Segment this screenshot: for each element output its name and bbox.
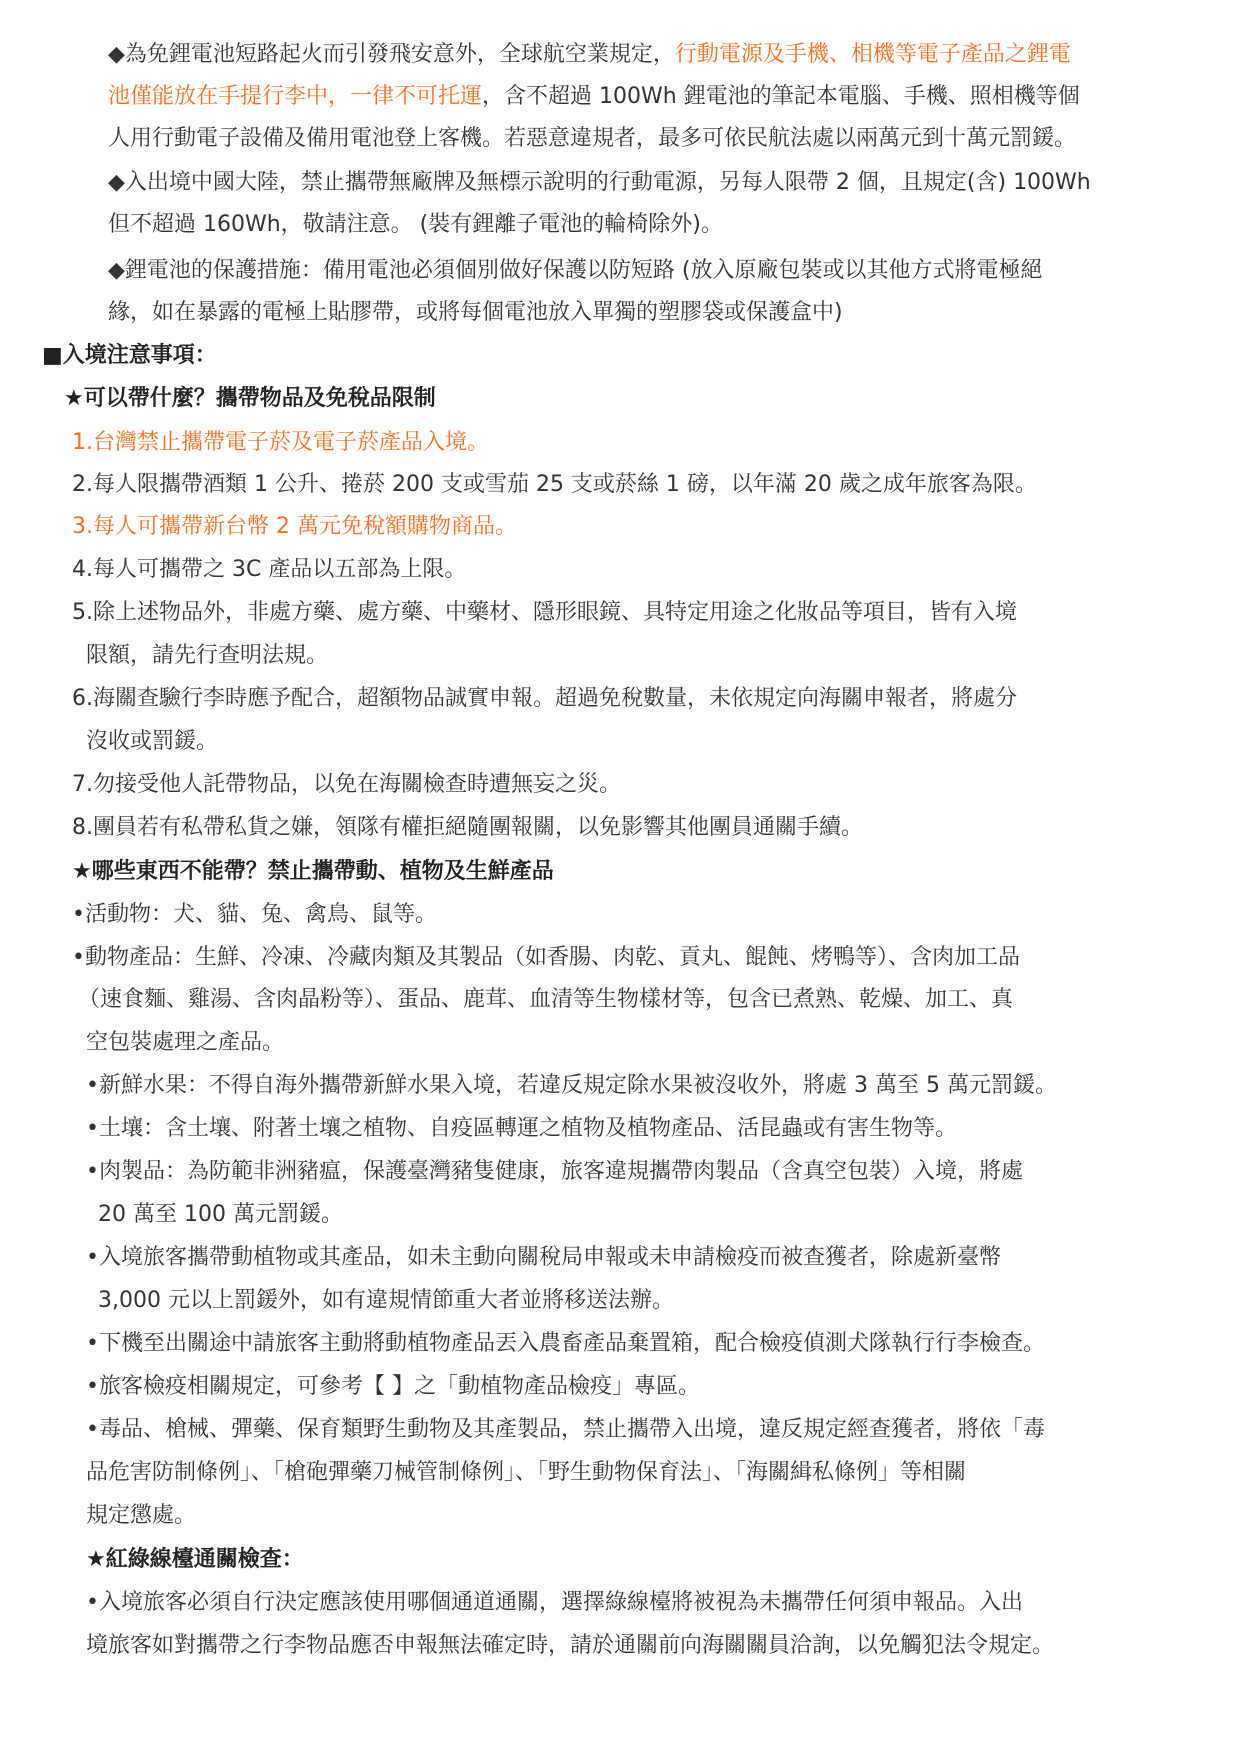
- banned-item-quarantine-line2: 3,000 元以上罰鍰外，如有違規情節重大者並將移送法辦。: [98, 1288, 674, 1313]
- battery-rule3-line1: ◆鋰電池的保護措施：備用電池必須個別做好保護以防短路 (放入原廠包裝或以其他方式將電極絕: [108, 258, 1043, 283]
- banned-item-animal-products-line3: 空包裝處理之產品。: [86, 1030, 285, 1055]
- lane-text-line2: 境旅客如對攜帶之行李物品應否申報無法確定時，請於通關前向海關關員洽詢，以免觸犯法令規定。: [86, 1633, 1055, 1658]
- carry-item-7: 7.勿接受他人託帶物品，以免在海關檢查時遭無妄之災。: [72, 772, 621, 797]
- banned-heading: ★哪些東西不能帶？禁止攜帶動、植物及生鮮產品: [72, 859, 554, 884]
- battery-rule2-line1: ◆入出境中國大陸，禁止攜帶無廠牌及無標示說明的行動電源，另每人限帶 2 個，且規定(含) 100Wh: [108, 170, 1091, 195]
- carry-item-8: 8.團員若有私帶私貨之嫌，領隊有權拒絕隨團報關，以免影響其他團員通關手續。: [72, 815, 863, 840]
- carry-item-2: 2.每人限攜帶酒類 1 公升、捲菸 200 支或雪茄 25 支或菸絲 1 磅，以年滿 20 歲之成年旅客為限。: [72, 472, 1037, 497]
- battery-rule3-line2: 緣，如在暴露的電極上貼膠帶，或將每個電池放入單獨的塑膠袋或保護盒中): [108, 300, 843, 325]
- banned-item-contraband-line3: 規定懲處。: [86, 1503, 197, 1528]
- carry-item-1: 1.台灣禁止攜帶電子菸及電子菸產品入境。: [72, 430, 489, 455]
- battery-rule2-line2: 但不超過 160Wh，敬請注意。 (裝有鋰離子電池的輪椅除外)。: [108, 212, 723, 237]
- banned-item-animal-products-line1: •動物產品：生鮮、冷凍、冷藏肉類及其製品（如香腸、肉乾、貢丸、餛飩、烤鴨等）、含肉加工品: [72, 945, 1020, 970]
- battery-rule1-highlight: 池僅能放在手提行李中，一律不可托運: [108, 84, 483, 109]
- lane-heading: ★紅綠線檯通關檢查：: [86, 1547, 304, 1572]
- lane-text-line1: •入境旅客必須自行決定應該使用哪個通道通關，選擇綠線檯將被視為未攜帶任何須申報品。入出: [86, 1590, 1023, 1615]
- carry-item-4: 4.每人可攜帶之 3C 產品以五部為上限。: [72, 557, 467, 582]
- banned-item-soil: •土壤：含土壤、附著土壤之植物、自疫區轉運之植物及植物產品、活昆蟲或有害生物等。: [86, 1116, 957, 1141]
- banned-item-fresh-fruit: •新鮮水果：不得自海外攜帶新鮮水果入境，若違反規定除水果被沒收外，將處 3 萬至 5 萬元罰鍰。: [86, 1073, 1057, 1098]
- carry-heading: ★可以帶什麼？攜帶物品及免稅品限制: [64, 386, 436, 411]
- battery-rule1-line2: [108, 82, 1080, 112]
- banned-item-animal-products-line2: （速食麵、雞湯、含肉晶粉等）、蛋品、鹿茸、血清等生物樣材等，包含已煮熟、乾燥、加工、真: [78, 987, 1014, 1012]
- banned-item-quarantine-line1: •入境旅客攜帶動植物或其產品，如未主動向關稅局申報或未申請檢疫而被查獲者，除處新臺幣: [86, 1245, 1001, 1270]
- battery-rule1-line3: 人用行動電子設備及備用電池登上客機。若惡意違規者，最多可依民航法處以兩萬元到十萬元罰鍰。: [108, 126, 1077, 151]
- banned-item-meat-line1: •肉製品：為防範非洲豬瘟，保護臺灣豬隻健康，旅客違規攜帶肉製品（含真空包裝）入境，將處: [86, 1159, 1023, 1184]
- battery-rule1-text: ◆為免鋰電池短路起火而引發飛安意外，全球航空業規定，: [108, 42, 675, 67]
- battery-rule1-text: ，含不超過 100Wh 鋰電池的筆記本電腦、手機、照相機等個: [482, 84, 1080, 109]
- battery-rule1-line1: [108, 40, 1071, 70]
- carry-item-6-line1: 6.海關查驗行李時應予配合，超額物品誠實申報。超過免稅數量，未依規定向海關申報者，將處分: [72, 686, 1017, 711]
- banned-item-quarantine-reference: •旅客檢疫相關規定，可參考【 】之「動植物產品檢疫」專區。: [86, 1374, 700, 1399]
- banned-item-disposal-bin: •下機至出關途中請旅客主動將動植物產品丟入農畜產品棄置箱，配合檢疫偵測犬隊執行行李檢查。: [86, 1331, 1045, 1356]
- banned-item-contraband-line2: 品危害防制條例」、「槍砲彈藥刀械管制條例」、「野生動物保育法」、「海關緝私條例」等相關: [86, 1460, 967, 1485]
- banned-item-meat-line2: 20 萬至 100 萬元罰鍰。: [98, 1202, 343, 1227]
- battery-rule1-highlight: 行動電源及手機、相機等電子產品之鋰電: [674, 42, 1071, 67]
- banned-item-contraband-line1: •毒品、槍械、彈藥、保育類野生動物及其產製品，禁止攜帶入出境，違反規定經查獲者，將依「毒: [86, 1417, 1045, 1442]
- carry-item-5-line1: 5.除上述物品外，非處方藥、處方藥、中藥材、隱形眼鏡、具特定用途之化妝品等項目，皆有入境: [72, 600, 1017, 625]
- banned-item-live-animals: •活動物：犬、貓、兔、禽鳥、鼠等。: [72, 902, 437, 927]
- entry-heading: ■入境注意事項：: [42, 343, 217, 368]
- carry-item-5-line2: 限額，請先行查明法規。: [86, 643, 329, 668]
- carry-item-3: 3.每人可攜帶新台幣 2 萬元免稅額購物商品。: [72, 514, 517, 539]
- carry-item-6-line2: 沒收或罰鍰。: [86, 729, 219, 754]
